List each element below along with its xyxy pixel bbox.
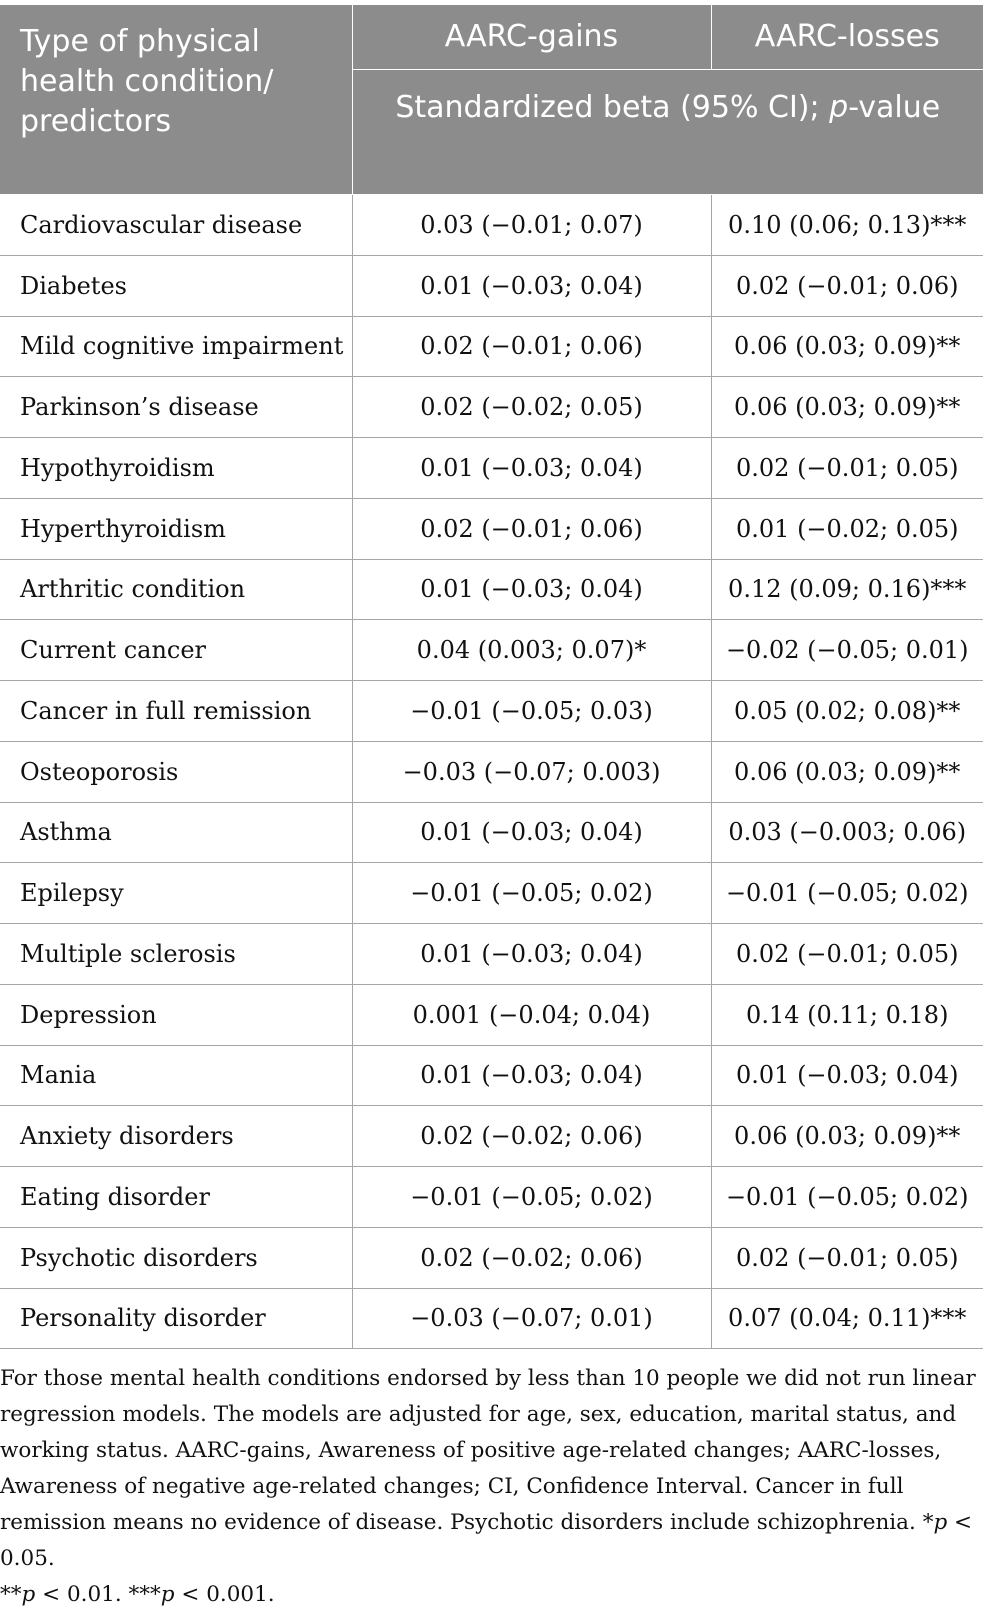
condition-cell: Cardiovascular disease bbox=[0, 195, 352, 256]
table-row bbox=[0, 316, 983, 377]
table-row bbox=[0, 681, 983, 742]
aarc-gains-cell: 0.01 (−0.03; 0.04) bbox=[352, 559, 711, 620]
aarc-losses-cell: 0.02 (−0.01; 0.05) bbox=[711, 438, 983, 499]
aarc-gains-cell: −0.03 (−0.07; 0.01) bbox=[352, 1288, 711, 1349]
table-row bbox=[0, 1106, 983, 1167]
condition-cell: Arthritic condition bbox=[0, 559, 352, 620]
aarc-gains-cell: 0.01 (−0.03; 0.04) bbox=[352, 438, 711, 499]
aarc-losses-cell: 0.06 (0.03; 0.09)** bbox=[711, 377, 983, 438]
aarc-losses-cell: 0.06 (0.03; 0.09)** bbox=[711, 741, 983, 802]
aarc-losses-cell: 0.06 (0.03; 0.09)** bbox=[711, 1106, 983, 1167]
table-row bbox=[0, 863, 983, 924]
table-header bbox=[0, 5, 983, 195]
condition-cell: Mania bbox=[0, 1045, 352, 1106]
aarc-gains-cell: 0.02 (−0.02; 0.05) bbox=[352, 377, 711, 438]
results-table-container bbox=[0, 4, 983, 1613]
footnote-sig1-rest: < 0.05. bbox=[0, 1510, 973, 1572]
aarc-losses-cell: 0.02 (−0.01; 0.05) bbox=[711, 924, 983, 985]
aarc-gains-cell: 0.01 (−0.03; 0.04) bbox=[352, 1045, 711, 1106]
aarc-losses-cell: −0.01 (−0.05; 0.02) bbox=[711, 863, 983, 924]
condition-cell: Psychotic disorders bbox=[0, 1227, 352, 1288]
condition-cell: Parkinson’s disease bbox=[0, 377, 352, 438]
table-body bbox=[0, 195, 983, 1349]
aarc-losses-cell: 0.02 (−0.01; 0.06) bbox=[711, 255, 983, 316]
aarc-gains-cell: 0.02 (−0.01; 0.06) bbox=[352, 316, 711, 377]
aarc-losses-cell: 0.01 (−0.02; 0.05) bbox=[711, 498, 983, 559]
table-row bbox=[0, 924, 983, 985]
condition-cell: Multiple sclerosis bbox=[0, 924, 352, 985]
aarc-losses-cell: 0.02 (−0.01; 0.05) bbox=[711, 1227, 983, 1288]
footnote-sig2-prefix: ** bbox=[0, 1582, 22, 1608]
condition-cell: Personality disorder bbox=[0, 1288, 352, 1349]
table-row bbox=[0, 984, 983, 1045]
aarc-losses-cell: −0.01 (−0.05; 0.02) bbox=[711, 1167, 983, 1228]
condition-cell: Epilepsy bbox=[0, 863, 352, 924]
aarc-losses-cell: 0.03 (−0.003; 0.06) bbox=[711, 802, 983, 863]
aarc-losses-cell: 0.07 (0.04; 0.11)*** bbox=[711, 1288, 983, 1349]
subheader-suffix: -value bbox=[848, 90, 941, 125]
table-footnote bbox=[0, 1361, 990, 1613]
aarc-gains-cell: −0.03 (−0.07; 0.003) bbox=[352, 741, 711, 802]
aarc-gains-cell: 0.02 (−0.01; 0.06) bbox=[352, 498, 711, 559]
table-row bbox=[0, 255, 983, 316]
table-row bbox=[0, 1045, 983, 1106]
condition-cell: Diabetes bbox=[0, 255, 352, 316]
subheader-prefix: Standardized beta (95% CI); bbox=[395, 90, 830, 125]
aarc-gains-cell: −0.01 (−0.05; 0.03) bbox=[352, 681, 711, 742]
table-row bbox=[0, 620, 983, 681]
condition-cell: Anxiety disorders bbox=[0, 1106, 352, 1167]
condition-cell: Current cancer bbox=[0, 620, 352, 681]
aarc-gains-cell: 0.03 (−0.01; 0.07) bbox=[352, 195, 711, 256]
footnote-sig1-p: p bbox=[933, 1510, 948, 1536]
aarc-losses-cell: 0.06 (0.03; 0.09)** bbox=[711, 316, 983, 377]
table-row bbox=[0, 559, 983, 620]
condition-cell: Osteoporosis bbox=[0, 741, 352, 802]
aarc-losses-cell: 0.14 (0.11; 0.18) bbox=[711, 984, 983, 1045]
aarc-losses-cell: 0.05 (0.02; 0.08)** bbox=[711, 681, 983, 742]
condition-cell: Depression bbox=[0, 984, 352, 1045]
aarc-losses-cell: 0.12 (0.09; 0.16)*** bbox=[711, 559, 983, 620]
aarc-gains-cell: 0.02 (−0.02; 0.06) bbox=[352, 1106, 711, 1167]
table-row bbox=[0, 498, 983, 559]
table-row bbox=[0, 741, 983, 802]
aarc-gains-cell: 0.01 (−0.03; 0.04) bbox=[352, 255, 711, 316]
aarc-gains-cell: 0.04 (0.003; 0.07)* bbox=[352, 620, 711, 681]
aarc-gains-cell: 0.001 (−0.04; 0.04) bbox=[352, 984, 711, 1045]
footnote-sig2-p: p bbox=[21, 1582, 36, 1608]
header-aarc-losses: AARC-losses bbox=[711, 5, 983, 70]
condition-cell: Mild cognitive impairment bbox=[0, 316, 352, 377]
condition-cell: Asthma bbox=[0, 802, 352, 863]
condition-cell: Cancer in full remission bbox=[0, 681, 352, 742]
footnote-text: For those mental health conditions endorsed by less than 10 people we did not run linear regression models. The models are adjusted for age, sex, education, marital status, and working status. AARC-gains, Awareness of positive age-related changes; AARC-losses, Awareness of negative age-related changes; CI, Confidence Interval. Cancer in full remission means no evidence of disease. Psychotic disorders include schizophrenia. bbox=[0, 1366, 976, 1536]
aarc-losses-cell: 0.01 (−0.03; 0.04) bbox=[711, 1045, 983, 1106]
results-table bbox=[0, 4, 983, 1349]
aarc-losses-cell: −0.02 (−0.05; 0.01) bbox=[711, 620, 983, 681]
aarc-gains-cell: 0.02 (−0.02; 0.06) bbox=[352, 1227, 711, 1288]
table-row bbox=[0, 1167, 983, 1228]
table-row bbox=[0, 195, 983, 256]
footnote-sig3-prefix: *** bbox=[128, 1582, 161, 1608]
footnote-sig3-p: p bbox=[160, 1582, 175, 1608]
table-row bbox=[0, 802, 983, 863]
aarc-gains-cell: −0.01 (−0.05; 0.02) bbox=[352, 863, 711, 924]
header-type-label: Type of physical health condition/ predictors bbox=[0, 5, 352, 195]
condition-cell: Eating disorder bbox=[0, 1167, 352, 1228]
footnote-sig3-rest: < 0.001. bbox=[174, 1582, 275, 1608]
aarc-losses-cell: 0.10 (0.06; 0.13)*** bbox=[711, 195, 983, 256]
table-row bbox=[0, 1227, 983, 1288]
header-aarc-gains: AARC-gains bbox=[352, 5, 711, 70]
header-standardized-beta bbox=[352, 70, 983, 195]
aarc-gains-cell: 0.01 (−0.03; 0.04) bbox=[352, 802, 711, 863]
condition-cell: Hypothyroidism bbox=[0, 438, 352, 499]
subheader-p: p bbox=[829, 90, 849, 125]
condition-cell: Hyperthyroidism bbox=[0, 498, 352, 559]
aarc-gains-cell: −0.01 (−0.05; 0.02) bbox=[352, 1167, 711, 1228]
aarc-gains-cell: 0.01 (−0.03; 0.04) bbox=[352, 924, 711, 985]
footnote-sig1-prefix: * bbox=[922, 1510, 934, 1536]
table-row bbox=[0, 1288, 983, 1349]
footnote-sig2-rest: < 0.01. bbox=[35, 1582, 129, 1608]
table-row bbox=[0, 377, 983, 438]
table-row bbox=[0, 438, 983, 499]
